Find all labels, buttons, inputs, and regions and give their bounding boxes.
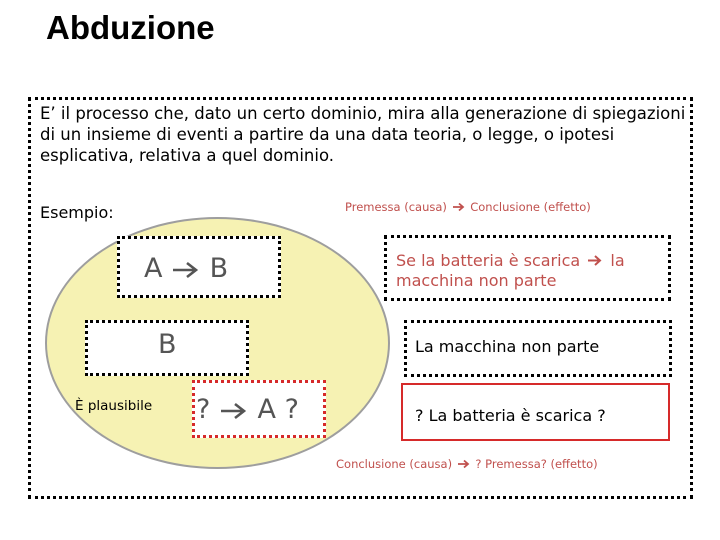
arrow-right-icon: [587, 254, 603, 267]
arrow-right-icon: [219, 400, 249, 422]
rule-a: A: [144, 253, 163, 284]
instance-rule-text: [396, 251, 666, 291]
hypothesis-right: A ?: [257, 394, 299, 425]
rule-expression: [144, 253, 228, 284]
hypothesis-left: ?: [196, 394, 211, 425]
premise-caption-right: Conclusione (effetto): [470, 200, 591, 214]
arrow-right-icon: [453, 202, 465, 212]
example-label: Esempio:: [40, 203, 114, 222]
definition-text: E’ il processo che, dato un certo dominio, mira alla generazione di spiegazioni di un insieme di eventi a partire da una data teoria, o legge, o ipotesi esplicativa, relativa a quel dominio.: [40, 104, 686, 165]
instance-observation-text: La macchina non parte: [415, 337, 600, 356]
rule-b: B: [209, 253, 229, 284]
conclusion-caption-right: ? Premessa? (effetto): [475, 457, 598, 471]
instance-rule-right: la macchina non parte: [396, 251, 625, 290]
observation-symbol: B: [158, 329, 177, 360]
plausible-label: È plausibile: [75, 398, 153, 414]
hypothesis-expression: [196, 394, 299, 425]
arrow-right-icon: [171, 259, 201, 281]
conclusion-caption-left: Conclusione (causa): [336, 457, 453, 471]
instance-rule-left: Se la batteria è scarica: [396, 251, 581, 270]
premise-caption: [345, 200, 591, 214]
instance-hypothesis-text: ? La batteria è scarica ?: [415, 406, 606, 425]
premise-caption-left: Premessa (causa): [345, 200, 447, 214]
arrow-right-icon: [458, 459, 470, 469]
slide-title: Abduzione: [46, 9, 215, 46]
conclusion-caption: [336, 457, 598, 471]
